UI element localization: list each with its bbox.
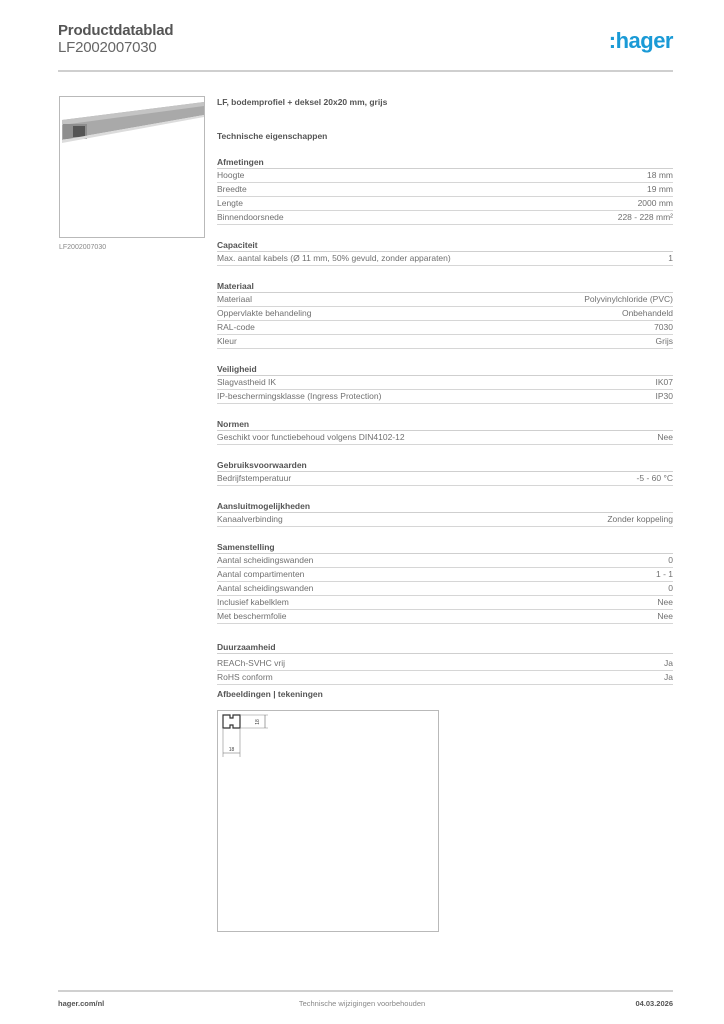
section-heading: Veiligheid — [217, 363, 673, 376]
section-materiaal — [217, 280, 673, 349]
footer-date: 04.03.2026 — [635, 999, 673, 1008]
spec-label: Aantal scheidingswanden — [217, 583, 314, 593]
section-heading: Gebruiksvoorwaarden — [217, 459, 673, 472]
thumbnail-caption: LF2002007030 — [59, 244, 107, 251]
spec-value: Nee — [657, 611, 673, 621]
product-description: LF, bodemprofiel + deksel 20x20 mm, grijs — [217, 97, 388, 107]
spec-value: 0 — [668, 555, 673, 565]
properties-heading: Technische eigenschappen — [217, 131, 328, 141]
spec-label: REACh-SVHC vrij — [217, 658, 286, 668]
spec-row — [217, 335, 673, 349]
spec-label: Hoogte — [217, 170, 245, 180]
spec-row — [217, 657, 673, 671]
spec-row — [217, 671, 673, 685]
svg-text:18: 18 — [228, 747, 235, 753]
spec-value: -5 - 60 °C — [636, 473, 673, 483]
section-gebruiksvoorwaarden — [217, 459, 673, 486]
spec-value: 0 — [668, 583, 673, 593]
profile-cross-section-icon — [218, 711, 440, 933]
spec-row — [217, 211, 673, 225]
section-heading: Materiaal — [217, 280, 673, 293]
spec-label: Max. aantal kabels (Ø 11 mm, 50% gevuld, zonder apparaten) — [217, 253, 451, 263]
section-heading: Capaciteit — [217, 239, 673, 252]
section-heading: Duurzaamheid — [217, 641, 673, 654]
section-capaciteit — [217, 239, 673, 266]
document-title: Productdatablad — [58, 22, 174, 39]
spec-value: 228 - 228 mm² — [617, 212, 673, 222]
section-afmetingen — [217, 156, 673, 225]
spec-label: Geschikt voor functiebehoud volgens DIN4102-12 — [217, 432, 405, 442]
spec-row — [217, 169, 673, 183]
spec-row — [217, 252, 673, 266]
spec-label: Kanaalverbinding — [217, 514, 283, 524]
spec-row — [217, 472, 673, 486]
cable-trunking-image — [60, 97, 205, 238]
svg-text:18: 18 — [255, 719, 261, 725]
spec-label: Aantal scheidingswanden — [217, 555, 314, 565]
spec-label: Inclusief kabelklem — [217, 597, 289, 607]
spec-row — [217, 554, 673, 568]
section-heading: Aansluitmogelijkheden — [217, 500, 673, 513]
footer-divider — [58, 990, 673, 992]
section-veiligheid — [217, 363, 673, 404]
spec-value: Onbehandeld — [621, 308, 673, 318]
spec-label: IP-beschermingsklasse (Ingress Protection) — [217, 391, 382, 401]
spec-value: Ja — [664, 658, 673, 668]
hager-logo: :hager — [608, 28, 673, 53]
drawings-heading: Afbeeldingen | tekeningen — [217, 689, 323, 699]
spec-row — [217, 321, 673, 335]
spec-label: Bedrijfstemperatuur — [217, 473, 292, 483]
spec-row — [217, 293, 673, 307]
spec-value: Polyvinylchloride (PVC) — [584, 294, 673, 304]
section-heading: Normen — [217, 418, 673, 431]
product-thumbnail — [59, 96, 205, 238]
section-normen — [217, 418, 673, 445]
spec-value: Ja — [664, 672, 673, 682]
spec-row — [217, 307, 673, 321]
spec-value: IP30 — [655, 391, 673, 401]
spec-label: Oppervlakte behandeling — [217, 308, 312, 318]
spec-value: 1 - 1 — [655, 569, 673, 579]
spec-row — [217, 596, 673, 610]
footer-website-link[interactable]: hager.com/nl — [58, 999, 105, 1008]
spec-value: Nee — [657, 432, 673, 442]
footer-disclaimer: Technische wijzigingen voorbehouden — [298, 999, 426, 1008]
spec-row — [217, 390, 673, 404]
spec-row — [217, 610, 673, 624]
header-divider — [58, 70, 673, 72]
spec-row — [217, 197, 673, 211]
section-heading: Afmetingen — [217, 156, 673, 169]
spec-row — [217, 431, 673, 445]
spec-value: 2000 mm — [637, 198, 673, 208]
spec-row — [217, 582, 673, 596]
section-samenstelling — [217, 541, 673, 624]
spec-value: Nee — [657, 597, 673, 607]
page-header — [58, 22, 673, 56]
section-duurzaamheid — [217, 641, 673, 685]
spec-row — [217, 183, 673, 197]
spec-label: Binnendoorsnede — [217, 212, 284, 222]
spec-value: IK07 — [655, 377, 673, 387]
spec-label: Met beschermfolie — [217, 611, 287, 621]
spec-value: 7030 — [654, 322, 673, 332]
spec-label: RAL-code — [217, 322, 255, 332]
spec-label: RoHS conform — [217, 672, 273, 682]
product-code: LF2002007030 — [58, 39, 157, 56]
spec-value: 19 mm — [647, 184, 673, 194]
spec-row — [217, 513, 673, 527]
spec-label: Materiaal — [217, 294, 252, 304]
spec-row — [217, 376, 673, 390]
spec-value: 1 — [668, 253, 673, 263]
spec-label: Slagvastheid IK — [217, 377, 277, 387]
spec-label: Lengte — [217, 198, 243, 208]
spec-label: Aantal compartimenten — [217, 569, 305, 579]
technical-drawing — [217, 710, 439, 932]
spec-row — [217, 568, 673, 582]
section-heading: Samenstelling — [217, 541, 673, 554]
spec-label: Kleur — [217, 336, 237, 346]
spec-value: Zonder koppeling — [607, 514, 673, 524]
spec-label: Breedte — [217, 184, 247, 194]
spec-value: 18 mm — [647, 170, 673, 180]
section-aansluitmogelijkheden — [217, 500, 673, 527]
product-specs — [217, 96, 673, 685]
spec-value: Grijs — [655, 336, 673, 346]
